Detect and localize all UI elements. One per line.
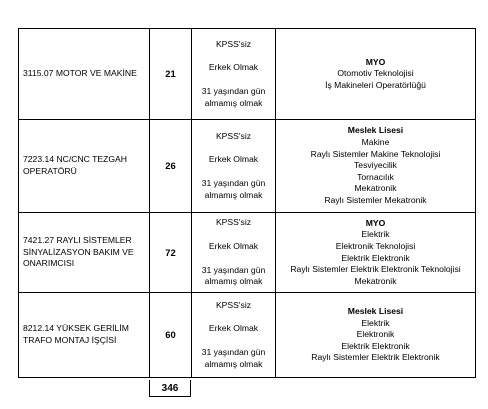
education-level-header: Meslek Lisesi: [347, 306, 404, 317]
education-program: Elektrik: [361, 229, 390, 240]
education-program: İş Makineleri Operatörlüğü: [325, 79, 426, 90]
education-cell: [276, 29, 476, 120]
education-program: Mekatronik: [354, 275, 397, 286]
quantity-cell: 72: [150, 213, 192, 293]
education-program: Raylı Sistemler Mekatronik: [324, 194, 427, 205]
education-program: Makine: [361, 137, 390, 148]
education-program: Elektrik Elektronik: [341, 252, 410, 263]
table-row: [19, 293, 476, 378]
requirement-line: almamış olmak: [204, 97, 263, 108]
requirement-line: 31 yaşından gün: [201, 347, 266, 357]
requirement-line: Erkek Olmak: [208, 154, 259, 165]
education-program: Raylı Sistemler Elektrik Elektronik: [311, 352, 440, 363]
occupation-name-cell: [19, 213, 150, 293]
spacer: [192, 142, 275, 154]
requirement-line: almamış olmak: [204, 276, 263, 287]
requirements-cell: [192, 29, 276, 120]
requirement-line: KPSS'siz: [215, 217, 252, 228]
education-program: Elektrik: [361, 317, 390, 328]
education-program: Otomotiv Teknolojisi: [337, 68, 414, 79]
occupation-name-cell: [19, 293, 150, 378]
education-cell: [276, 293, 476, 378]
quantity-cell: 60: [150, 293, 192, 378]
requirements-cell: [192, 120, 276, 213]
occupation-name-line: 8212.14 YÜKSEK GERİLİM: [23, 323, 129, 334]
education-program: Tesviyecilik: [354, 160, 397, 171]
table-row: [19, 120, 476, 213]
occupation-name-cell: [19, 29, 150, 120]
occupation-name-line: TRAFO MONTAJ İŞÇİSİ: [23, 335, 117, 345]
quantity-cell: 21: [150, 29, 192, 120]
education-level-header: MYO: [365, 217, 386, 228]
requirement-line: KPSS'siz: [215, 130, 252, 141]
education-level-header: Meslek Lisesi: [347, 125, 404, 136]
education-cell: [276, 213, 476, 293]
requirement-line: Erkek Olmak: [208, 62, 259, 73]
spacer: [192, 166, 275, 178]
occupation-name-line: ONARIMCISI: [23, 258, 75, 269]
education-program: Raylı Sistemler Makine Teknolojisi: [310, 148, 441, 159]
education-program: Elektronik Teknolojisi: [335, 240, 416, 251]
spacer: [192, 311, 275, 323]
requirement-line: almamış olmak: [204, 358, 263, 369]
requirements-cell: [192, 213, 276, 293]
positions-table: [18, 28, 476, 378]
spacer: [192, 229, 275, 241]
requirements-cell: [192, 293, 276, 378]
occupation-name-line: 7223.14 NC/CNC TEZGAH: [23, 154, 127, 165]
requirement-line: KPSS'siz: [215, 38, 252, 49]
requirement-line: Erkek Olmak: [208, 240, 259, 251]
requirement-line: almamış olmak: [204, 189, 263, 200]
table-row: [19, 213, 476, 293]
positions-table-body: [19, 29, 476, 378]
education-program: Mekatronik: [354, 183, 397, 194]
requirement-line: 31 yaşından gün: [201, 264, 266, 275]
occupation-name-cell: [19, 120, 150, 213]
spacer: [192, 335, 275, 347]
total-quantity: 346: [149, 380, 191, 397]
spacer: [192, 50, 275, 62]
requirement-line: 31 yaşından gün: [201, 178, 266, 188]
education-cell: [276, 120, 476, 213]
requirement-line: KPSS'siz: [215, 299, 252, 310]
occupation-name-line: 7421.27 RAYLI SİSTEMLER: [23, 235, 132, 246]
spacer: [192, 74, 275, 86]
quantity-cell: 26: [150, 120, 192, 213]
occupation-name-line: OPERATÖRÜ: [23, 166, 77, 176]
requirement-line: Erkek Olmak: [208, 323, 259, 334]
education-level-header: MYO: [365, 56, 386, 67]
education-program: Elektrik Elektronik: [341, 340, 410, 351]
occupation-name-line: 3115.07 MOTOR VE MAKİNE: [23, 68, 137, 79]
education-program: Tornacılık: [357, 171, 394, 182]
occupation-name-line: SİNYALİZASYON BAKIM VE: [23, 246, 134, 257]
spacer: [192, 253, 275, 265]
table-row: [19, 29, 476, 120]
requirement-line: 31 yaşından gün: [201, 86, 266, 96]
education-program: Elektronik: [356, 329, 395, 340]
education-program: Raylı Sistemler Elektrik Elektronik Teknolojisi: [290, 264, 461, 275]
